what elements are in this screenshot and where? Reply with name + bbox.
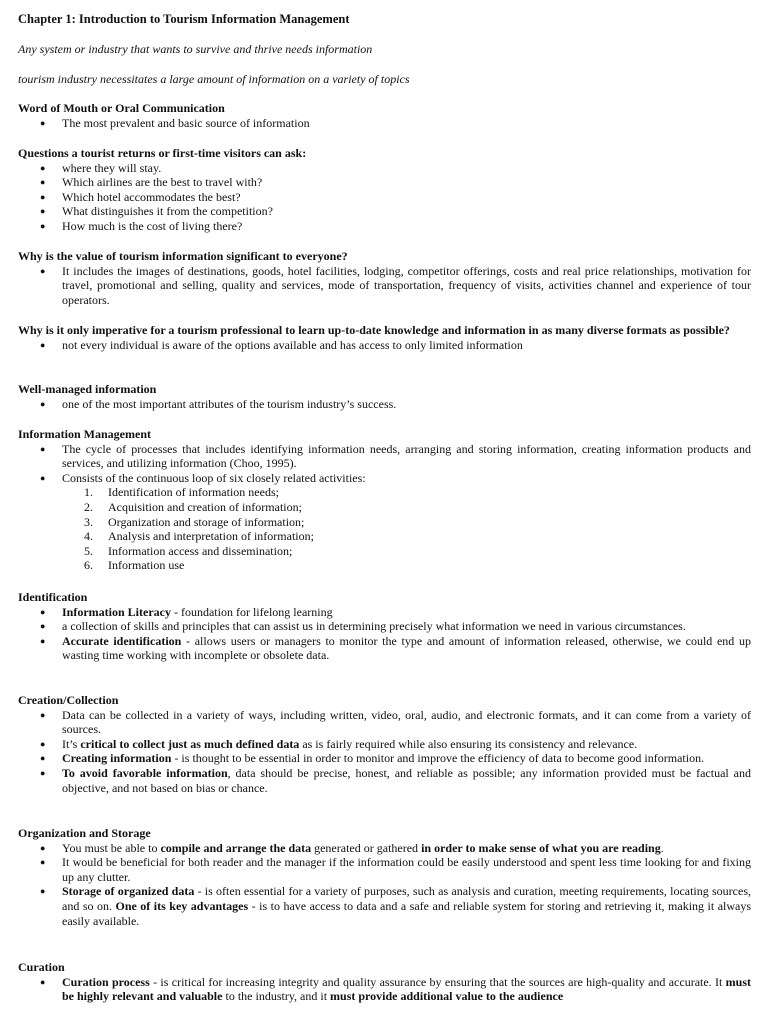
numbered-item: 3. Organization and storage of information; — [84, 514, 305, 529]
numbered-item: 4. Analysis and interpretation of information; — [84, 529, 314, 544]
bullet-item: ● To avoid favorable information, data should be precise, honest, and reliable as possible; any information provided must be factual and objective, and not based on bias or chance. — [18, 766, 751, 795]
bullet-item: ● not every individual is aware of the options available and has access to only limited information — [18, 338, 751, 353]
numbered-item: 5. Information access and dissemination; — [84, 543, 293, 558]
section-heading: Well-managed information — [18, 382, 157, 396]
section-organization-storage — [18, 826, 751, 928]
bullet-item: ● Storage of organized data - is often essential for a variety of purposes, such as analysis and curation, meeting requirements, locating sources, and so on. One of its key advantages - is to have access to data and a safe and reliable system for storing and retrieving it, making it always easily available. — [18, 884, 751, 928]
bullet-item: ● How much is the cost of living there? — [18, 219, 751, 234]
section-heading: Word of Mouth or Oral Communication — [18, 101, 225, 115]
numbered-item: 6. Information use — [84, 558, 185, 573]
section-heading: Questions a tourist returns or first-time visitors can ask: — [18, 146, 307, 160]
section-curation — [18, 960, 751, 1004]
bullet-item: ● Which airlines are the best to travel with? — [18, 175, 751, 190]
bullet-item: ● where they will stay. — [18, 161, 751, 176]
intro-line: tourism industry necessitates a large amount of information on a variety of topics — [18, 72, 410, 86]
section-imperative — [18, 323, 751, 352]
bullet-item: ● It’s critical to collect just as much defined data as is fairly required while also ensuring its consistency and relevance. — [18, 737, 751, 752]
section-heading: Why is it only imperative for a tourism professional to learn up-to-date knowledge and information in as many diverse formats as possible? — [18, 323, 730, 337]
section-creation-collection — [18, 693, 751, 795]
section-heading: Information Management — [18, 427, 151, 441]
bullet-item: ● Accurate identification - allows users or managers to monitor the type and amount of information released, otherwise, we could end up wasting time working with incomplete or obsolete data. — [18, 634, 751, 663]
intro-line: Any system or industry that wants to survive and thrive needs information — [18, 42, 373, 56]
bullet-item: ● Consists of the continuous loop of six closely related activities: — [18, 471, 751, 486]
section-heading: Organization and Storage — [18, 826, 151, 840]
section-heading: Creation/Collection — [18, 693, 119, 707]
section-heading: Why is the value of tourism information significant to everyone? — [18, 249, 348, 263]
section-information-management — [18, 427, 751, 573]
bullet-item: ● Creating information - is thought to be essential in order to monitor and improve the efficiency of data to become good information. — [18, 751, 751, 766]
bullet-item: ● The cycle of processes that includes identifying information needs, arranging and storing information, creating information products and services, and utilizing information (Choo, 1995). — [18, 442, 751, 471]
bullet-item: ● Information Literacy - foundation for lifelong learning — [18, 605, 751, 620]
section-value — [18, 249, 751, 307]
section-well-managed — [18, 382, 751, 411]
numbered-item: 2. Acquisition and creation of information; — [84, 499, 302, 514]
section-heading: Identification — [18, 590, 88, 604]
chapter-title: Chapter 1: Introduction to Tourism Information Management — [18, 12, 350, 26]
section-identification — [18, 590, 751, 663]
numbered-item: 1. Identification of information needs; — [84, 485, 279, 500]
bullet-item: ● You must be able to compile and arrange the data generated or gathered in order to make sense of what you are reading. — [18, 841, 751, 856]
bullet-item: ● Curation process - is critical for increasing integrity and quality assurance by ensuring that the sources are high-quality and accurate. It must be highly relevant and valuable to the industry, and it must provide additional value to the audience — [18, 975, 751, 1004]
section-word-of-mouth — [18, 101, 751, 130]
bullet-item: ● a collection of skills and principles that can assist us in determining precisely what information we need in various circumstances. — [18, 619, 751, 634]
bullet-item: ● It would be beneficial for both reader and the manager if the information could be easily understood and spent less time looking for and fixing up any clutter. — [18, 855, 751, 884]
bullet-item: ● Which hotel accommodates the best? — [18, 190, 751, 205]
bullet-item: ● Data can be collected in a variety of ways, including written, video, oral, audio, and electronic formats, and it can come from a variety of sources. — [18, 708, 751, 737]
bullet-item: ● What distinguishes it from the competition? — [18, 204, 751, 219]
activities-list — [18, 485, 751, 573]
bullet-item: ● It includes the images of destinations, goods, hotel facilities, lodging, competitor offerings, costs and real price relationships, motivation for travel, promotional and selling, quality and services, mode of transportation, frequency of visits, activities channel and experience of tour operators. — [18, 264, 751, 308]
bullet-item: ● The most prevalent and basic source of information — [18, 116, 751, 131]
section-heading: Curation — [18, 960, 65, 974]
section-questions — [18, 146, 751, 234]
bullet-item: ● one of the most important attributes of the tourism industry’s success. — [18, 397, 751, 412]
